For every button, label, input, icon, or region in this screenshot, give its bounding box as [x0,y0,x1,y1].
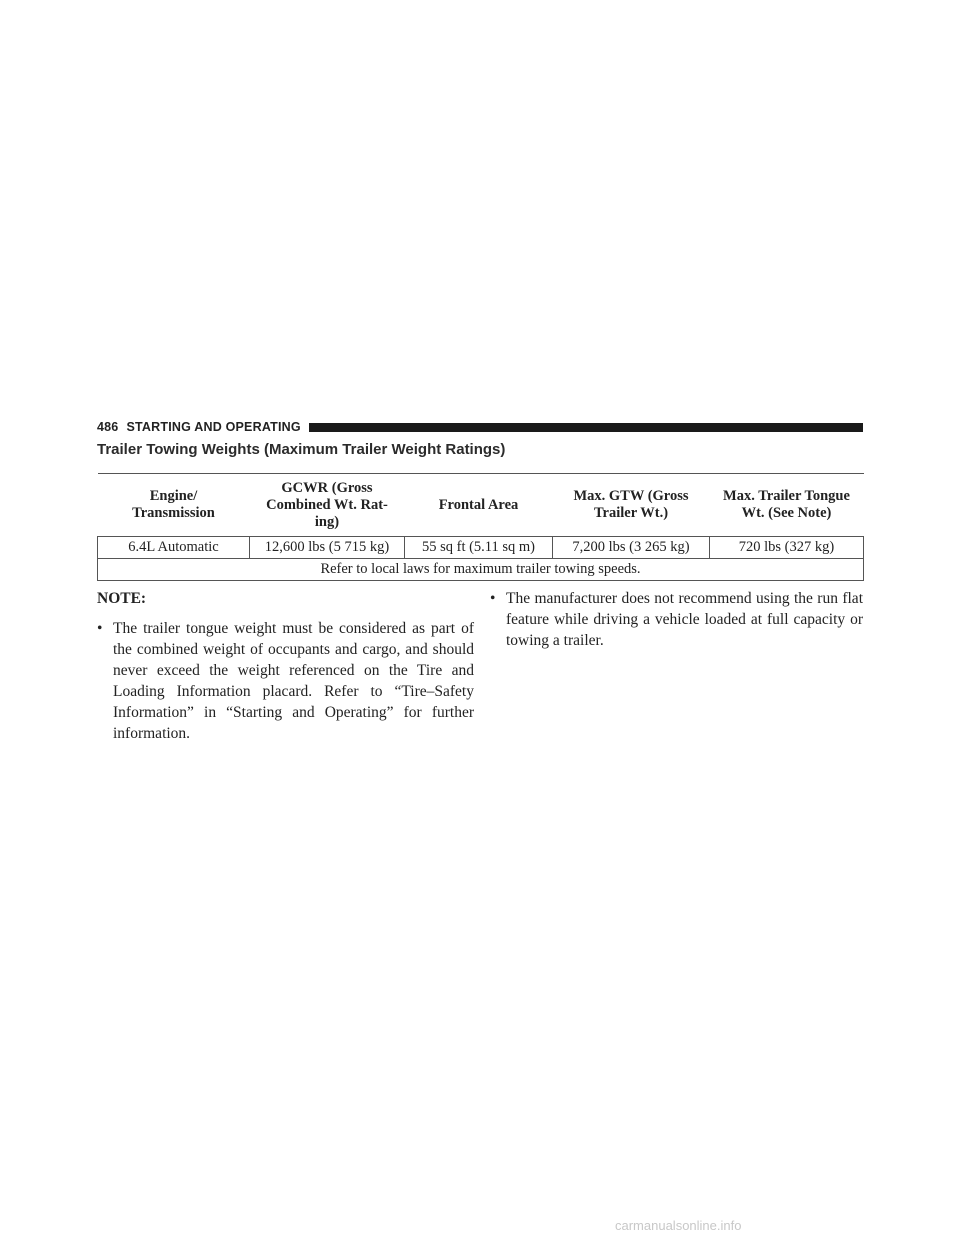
table-footnote: Refer to local laws for maximum trailer towing speeds. [98,559,864,581]
header-rule [309,423,863,432]
list-item [490,588,863,651]
header-engine-transmission: Engine/ Transmission [98,474,250,537]
header-max-tongue-weight: Max. Trailer Tongue Wt. (See Note) [710,474,864,537]
bullet-icon: • [97,620,103,637]
cell-gcwr: 12,600 lbs (5 715 kg) [250,537,405,559]
cell-engine: 6.4L Automatic [98,537,250,559]
cell-max-tongue: 720 lbs (327 kg) [710,537,864,559]
table-footnote-row [98,559,864,581]
header-max-gtw: Max. GTW (Gross Trailer Wt.) [553,474,710,537]
table-row [98,537,864,559]
page-number: 486 [97,420,119,434]
header-frontal-area: Frontal Area [405,474,553,537]
note-label: NOTE: [97,590,147,607]
cell-frontal-area: 55 sq ft (5.11 sq m) [405,537,553,559]
note-column-right [490,588,863,651]
note-item-text: The trailer tongue weight must be considered as part of the combined weight of occupants and cargo, and should never exceed the weight referenced on the Tire and Loading Information placard. Refer to “Tire–Safety Information” in “Starting and Operating” for further information. [113,620,474,742]
watermark: carmanualsonline.info [615,1218,742,1233]
section-title: STARTING AND OPERATING [126,420,301,434]
table-header-row [98,474,864,537]
list-item [97,618,474,744]
bullet-icon: • [490,590,496,607]
page-header [97,419,863,435]
towing-weights-table [97,473,864,581]
page-title: Trailer Towing Weights (Maximum Trailer Weight Ratings) [97,441,506,458]
cell-max-gtw: 7,200 lbs (3 265 kg) [553,537,710,559]
note-item-text: The manufacturer does not recommend using the run flat feature while driving a vehicle loaded at full capacity or towing a trailer. [506,590,863,649]
header-gcwr: GCWR (Gross Combined Wt. Rat- ing) [250,474,405,537]
note-column-left [97,588,474,744]
